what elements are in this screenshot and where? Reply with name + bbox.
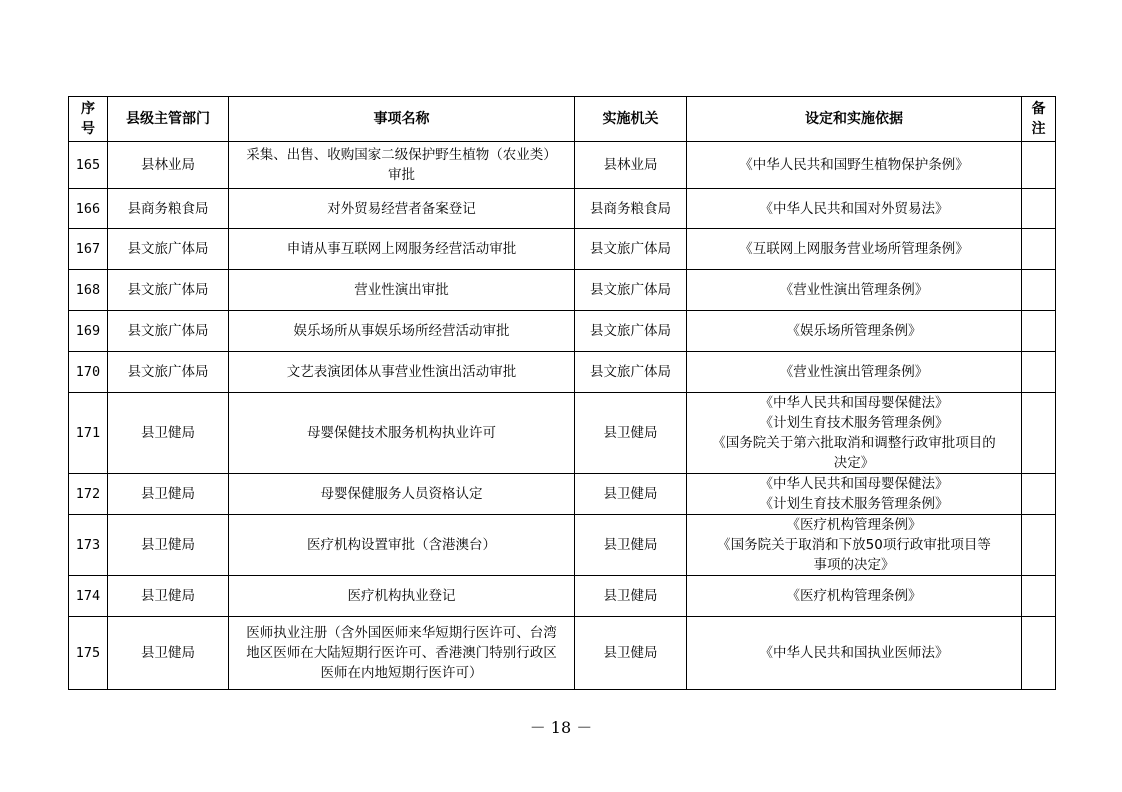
cell-basis: 《医疗机构管理条例》 [687, 576, 1022, 617]
cell-no: 170 [69, 352, 108, 393]
cell-no: 165 [69, 142, 108, 189]
cell-no: 166 [69, 189, 108, 229]
cell-agency: 县文旅广体局 [575, 270, 687, 311]
cell-dept: 县文旅广体局 [108, 270, 229, 311]
table-row [69, 352, 1056, 393]
cell-remark [1022, 352, 1056, 393]
cell-dept: 县卫健局 [108, 515, 229, 576]
table-row [69, 189, 1056, 229]
cell-basis: 《医疗机构管理条例》 《国务院关于取消和下放50项行政审批项目等 事项的决定》 [687, 515, 1022, 576]
cell-basis: 《互联网上网服务营业场所管理条例》 [687, 229, 1022, 270]
header-agency: 实施机关 [575, 97, 687, 142]
cell-no: 168 [69, 270, 108, 311]
cell-remark [1022, 229, 1056, 270]
cell-dept: 县卫健局 [108, 474, 229, 515]
cell-basis: 《娱乐场所管理条例》 [687, 311, 1022, 352]
table-row [69, 393, 1056, 474]
cell-no: 175 [69, 617, 108, 690]
cell-item: 营业性演出审批 [229, 270, 575, 311]
cell-remark [1022, 576, 1056, 617]
cell-item: 医疗机构设置审批（含港澳台） [229, 515, 575, 576]
header-remark: 备 注 [1022, 97, 1056, 142]
cell-remark [1022, 617, 1056, 690]
cell-dept: 县卫健局 [108, 617, 229, 690]
cell-item: 申请从事互联网上网服务经营活动审批 [229, 229, 575, 270]
cell-dept: 县林业局 [108, 142, 229, 189]
cell-agency: 县卫健局 [575, 617, 687, 690]
cell-item: 母婴保健服务人员资格认定 [229, 474, 575, 515]
cell-dept: 县文旅广体局 [108, 229, 229, 270]
table-row [69, 474, 1056, 515]
cell-dept: 县商务粮食局 [108, 189, 229, 229]
cell-item: 母婴保健技术服务机构执业许可 [229, 393, 575, 474]
cell-item: 对外贸易经营者备案登记 [229, 189, 575, 229]
cell-agency: 县文旅广体局 [575, 352, 687, 393]
cell-remark [1022, 270, 1056, 311]
cell-no: 167 [69, 229, 108, 270]
cell-agency: 县卫健局 [575, 576, 687, 617]
table-row [69, 270, 1056, 311]
page-number: － 18 － [529, 718, 593, 737]
cell-no: 173 [69, 515, 108, 576]
table-header-row [69, 97, 1056, 142]
cell-agency: 县文旅广体局 [575, 311, 687, 352]
cell-no: 174 [69, 576, 108, 617]
table-row [69, 229, 1056, 270]
cell-remark [1022, 189, 1056, 229]
header-basis: 设定和实施依据 [687, 97, 1022, 142]
cell-agency: 县文旅广体局 [575, 229, 687, 270]
cell-agency: 县卫健局 [575, 515, 687, 576]
table-row [69, 515, 1056, 576]
cell-no: 169 [69, 311, 108, 352]
header-no: 序 号 [69, 97, 108, 142]
cell-item: 文艺表演团体从事营业性演出活动审批 [229, 352, 575, 393]
cell-agency: 县商务粮食局 [575, 189, 687, 229]
cell-dept: 县文旅广体局 [108, 352, 229, 393]
cell-agency: 县卫健局 [575, 393, 687, 474]
cell-no: 172 [69, 474, 108, 515]
approval-items-table [68, 96, 1056, 690]
cell-basis: 《中华人民共和国对外贸易法》 [687, 189, 1022, 229]
cell-dept: 县卫健局 [108, 393, 229, 474]
table-row [69, 617, 1056, 690]
cell-remark [1022, 393, 1056, 474]
cell-remark [1022, 474, 1056, 515]
cell-basis: 《中华人民共和国母婴保健法》 《计划生育技术服务管理条例》 [687, 474, 1022, 515]
cell-item: 娱乐场所从事娱乐场所经营活动审批 [229, 311, 575, 352]
cell-item: 医疗机构执业登记 [229, 576, 575, 617]
cell-basis: 《中华人民共和国执业医师法》 [687, 617, 1022, 690]
table-row [69, 311, 1056, 352]
cell-basis: 《营业性演出管理条例》 [687, 352, 1022, 393]
cell-no: 171 [69, 393, 108, 474]
cell-remark [1022, 311, 1056, 352]
cell-basis: 《营业性演出管理条例》 [687, 270, 1022, 311]
cell-basis: 《中华人民共和国母婴保健法》 《计划生育技术服务管理条例》 《国务院关于第六批取消和调整行政审批项目的 决定》 [687, 393, 1022, 474]
cell-basis: 《中华人民共和国野生植物保护条例》 [687, 142, 1022, 189]
cell-remark [1022, 142, 1056, 189]
cell-dept: 县卫健局 [108, 576, 229, 617]
cell-agency: 县卫健局 [575, 474, 687, 515]
cell-remark [1022, 515, 1056, 576]
header-item: 事项名称 [229, 97, 575, 142]
header-dept: 县级主管部门 [108, 97, 229, 142]
cell-dept: 县文旅广体局 [108, 311, 229, 352]
table-row [69, 142, 1056, 189]
cell-item: 医师执业注册（含外国医师来华短期行医许可、台湾 地区医师在大陆短期行医许可、香港澳门特别行政区 医师在内地短期行医许可） [229, 617, 575, 690]
cell-item: 采集、出售、收购国家二级保护野生植物（农业类） 审批 [229, 142, 575, 189]
cell-agency: 县林业局 [575, 142, 687, 189]
table-row [69, 576, 1056, 617]
